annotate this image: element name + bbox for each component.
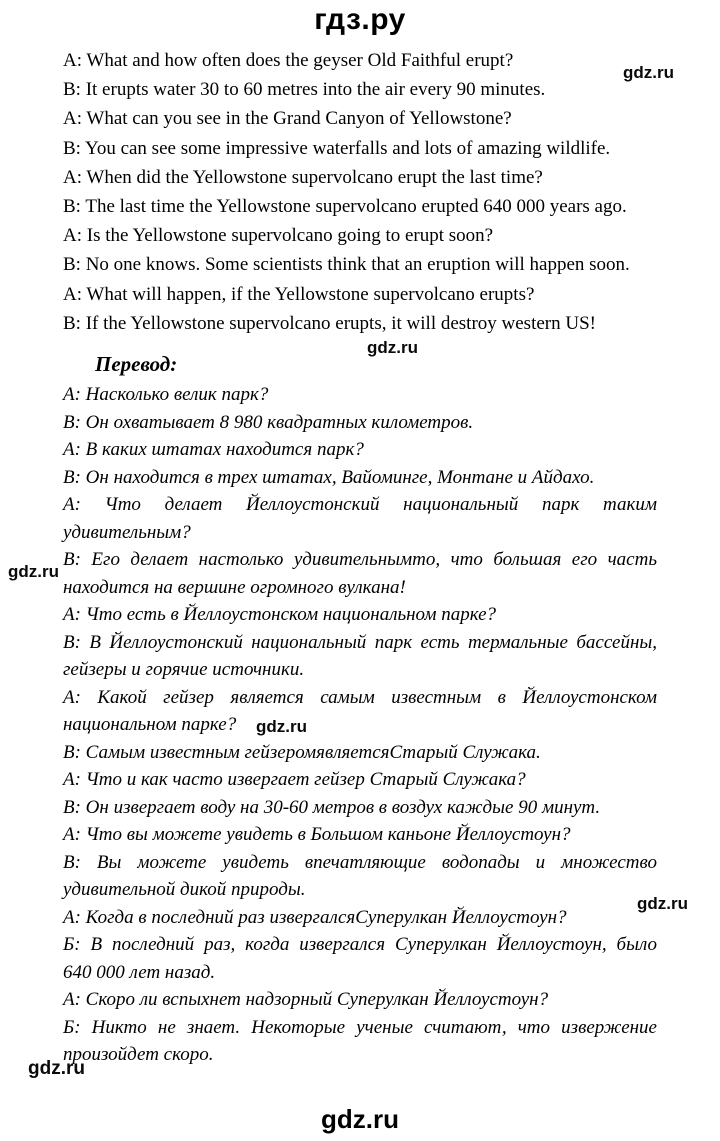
gdz-watermark-center-lower: gdz.ru [256,717,307,736]
translation-dialogue [63,381,657,1069]
translation-line: В: Вы можете увидеть впечатляющие водопады и множество [63,851,657,873]
translation-line: В: Он находится в трех штатах, Вайоминге, Монтане и Айдахо. [63,466,595,488]
translation-line: А: Что есть в Йеллоустонском национальном парке? [63,604,497,625]
gdz-watermark-top-right: gdz.ru [623,63,674,82]
translation-line: В: В Йеллоустонский национальный парк есть термальные бассейны, [63,631,657,653]
english-dialogue-line: A: Is the Yellowstone supervolcano going to erupt soon? [63,225,494,247]
translation-line: А: Насколько велик парк? [63,384,269,405]
translation-line: Б: В последний раз, когда извергался Суперулкан Йеллоустоун, было [63,934,657,955]
english-dialogue-line: A: When did the Yellowstone supervolcano erupt the last time? [63,166,543,188]
translation-line: А: Что и как часто извергает гейзер Старый Служака? [63,769,526,790]
translation-line: удивительным? [63,521,191,543]
gdz-watermark-left-middle: gdz.ru [8,562,59,581]
translation-line: В: Он извергает воду на 30-60 метров в воздух каждые 90 минут. [63,796,601,818]
english-dialogue-line: B: No one knows. Some scientists think that an eruption will happen soon. [63,254,630,276]
translation-line: А: Что вы можете увидеть в Большом каньоне Йеллоустоун? [63,824,571,845]
translation-line: произойдет скоро. [63,1044,214,1065]
english-dialogue-line: B: It erupts water 30 to 60 metres into the air every 90 minutes. [63,79,546,101]
site-title: гдз.ру [314,3,406,36]
translation-line: А: Скоро ли вспыхнет надзорный Суперулкан Йеллоустоун? [63,989,549,1010]
translation-line: удивительной дикой природы. [63,879,306,900]
translation-line: Б: Никто не знает. Некоторые ученые считают, что извержение [63,1016,657,1038]
translation-line: А: Когда в последний раз извергалсяСуперулкан Йеллоустоун? [63,906,567,928]
english-dialogue-line: B: The last time the Yellowstone supervolcano erupted 640 000 years ago. [63,196,627,218]
translation-line: гейзеры и горячие источники. [63,659,305,680]
footer-brand: gdz.ru [321,1104,399,1134]
english-dialogue-line: A: What can you see in the Grand Canyon of Yellowstone? [63,108,512,130]
english-dialogue-line: A: What and how often does the geyser Old Faithful erupt? [63,50,514,71]
english-dialogue [63,46,665,338]
gdz-watermark-center-upper: gdz.ru [367,338,418,357]
english-dialogue-line: A: What will happen, if the Yellowstone supervolcano erupts? [63,283,535,305]
translation-line: А: В каких штатах находится парк? [63,439,364,460]
english-dialogue-line: B: You can see some impressive waterfalls and lots of amazing wildlife. [63,137,611,159]
translation-line: А: Что делает Йеллоустонский национальный парк таким [63,494,657,515]
translation-line: национальном парке? [63,714,237,735]
gdz-watermark-bottom-left: gdz.ru [28,1058,85,1079]
translation-line: А: Какой гейзер является самым известным в Йеллоустонском [63,686,657,708]
translation-heading: Перевод: [95,352,178,376]
translation-line: В: Его делает настолько удивительнымто, что большая его часть [63,549,657,570]
translation-line: В: Он охватывает 8 980 квадратных километров. [63,411,474,433]
gdz-watermark-right-middle: gdz.ru [637,894,688,913]
english-dialogue-line: B: If the Yellowstone supervolcano erupts, it will destroy western US! [63,312,596,334]
translation-line: В: Самым известным гейзеромявляетсяСтарый Служака. [63,741,541,763]
translation-line: 640 000 лет назад. [63,961,216,983]
translation-line: находится на вершине огромного вулкана! [63,576,406,598]
